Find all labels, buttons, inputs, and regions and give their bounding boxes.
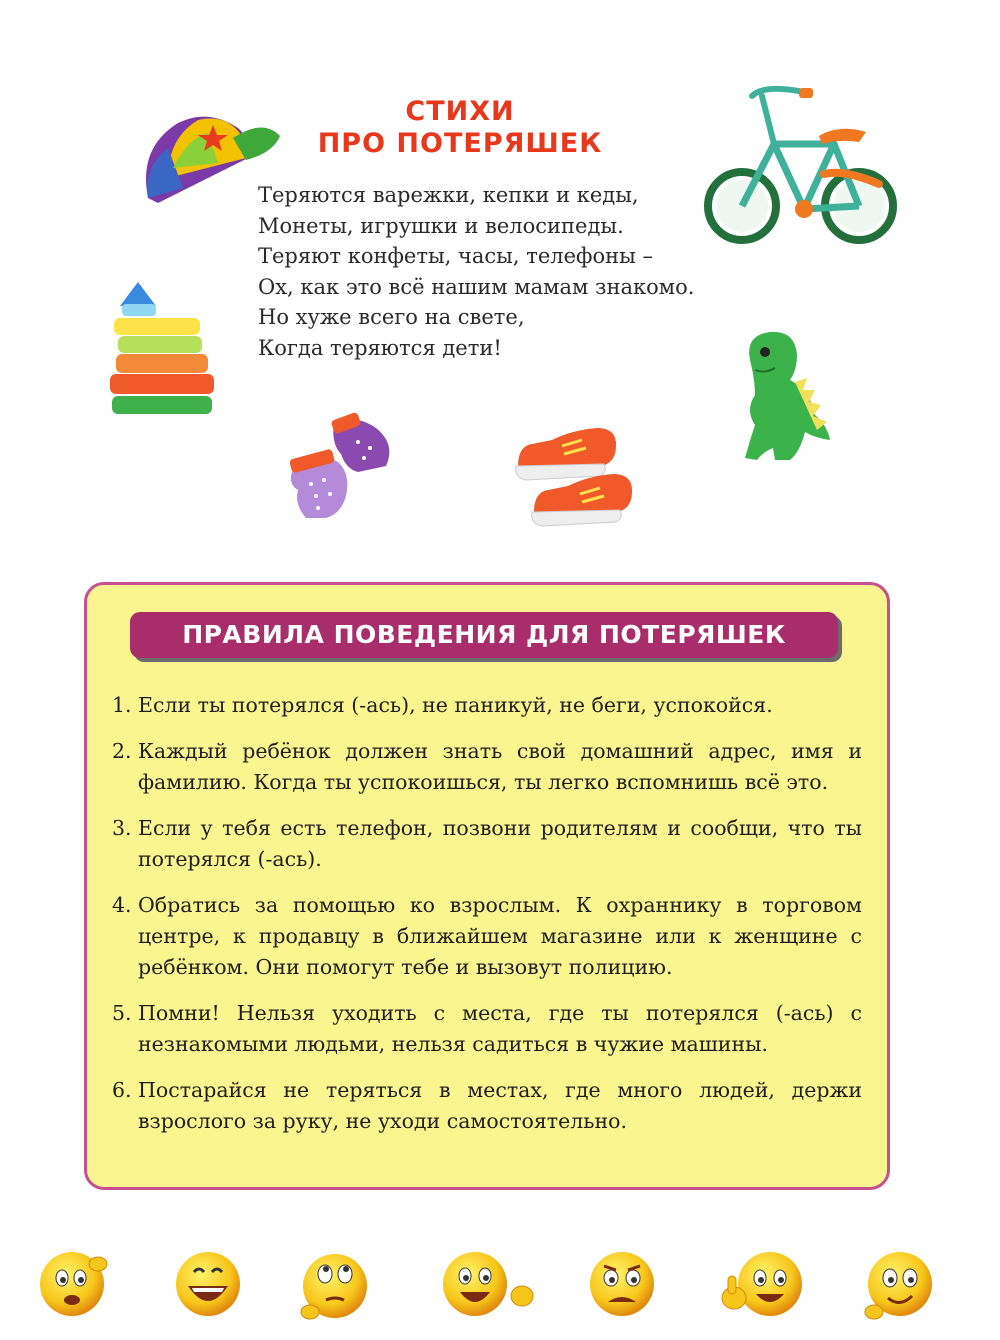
rules-list [112,690,862,1152]
worried-emoji-icon [590,1252,654,1316]
poem [258,180,758,363]
sneakers-icon [512,426,634,528]
title-line-2: ПРО ПОТЕРЯШЕК [317,128,603,159]
rule-number: 4. [112,893,132,917]
poem-line: Монеты, игрушки и велосипеды. [258,213,624,238]
title-line-1: СТИХИ [405,96,515,127]
rule-text: Помни! Нельзя уходить с места, где ты потерялся (-ась) с незнакомыми людьми, нельзя садиться в чужие машины. [138,1001,862,1056]
cap-icon [138,108,283,208]
list-item [112,690,862,721]
rule-text: Каждый ребёнок должен знать свой домашний адрес, имя и фамилию. Когда ты успокоишься, ты легко вспомнишь всё это. [138,739,862,794]
thinking-emoji-icon [40,1252,107,1316]
thumbs-up-emoji-icon [722,1252,802,1316]
rule-text: Если ты потерялся (-ась), не паникуй, не беги, успокойся. [138,693,773,717]
list-item [112,1075,862,1137]
poem-line: Теряют конфеты, часы, телефоны – [258,244,654,268]
pyramid-toy-icon [108,282,218,422]
list-item [112,813,862,875]
rule-text: Постарайся не теряться в местах, где много людей, держи взрослого за руку, не уходи самостоятельно. [138,1078,862,1133]
rules-heading: ПРАВИЛА ПОВЕДЕНИЯ ДЛЯ ПОТЕРЯШЕК [130,612,838,658]
poem-line: Когда теряются дети! [258,335,502,360]
rule-text: Если у тебя есть телефон, позвони родителям и сообщи, что ты потерялся (-ась). [138,816,862,871]
dinosaur-icon [735,330,835,470]
rule-number: 6. [112,1078,132,1102]
laughing-emoji-icon [176,1252,240,1316]
list-item [112,736,862,798]
list-item [112,998,862,1060]
rule-text: Обратись за помощью ко взрослым. К охраннику в торговом центре, к продавцу в ближайшем магазине или к женщине с ребёнком. Они помогут тебе и вызовут полицию. [138,893,862,979]
rule-number: 2. [112,739,132,763]
emoji-row [0,1238,1000,1330]
mittens-icon [286,414,396,526]
rule-number: 3. [112,816,132,840]
list-item [112,890,862,983]
rule-number: 5. [112,1001,132,1025]
looking-up-emoji-icon [301,1254,367,1319]
page-title [300,96,620,160]
surprised-emoji-icon [865,1252,932,1319]
rule-number: 1. [112,693,132,717]
fist-emoji-icon [443,1252,533,1316]
poem-line: Но хуже всего на свете, [258,305,525,329]
poem-line: Ох, как это всё нашим мамам знакомо. [258,274,695,299]
bicycle-icon [704,84,900,259]
poem-line: Теряются варежки, кепки и кеды, [258,183,639,207]
